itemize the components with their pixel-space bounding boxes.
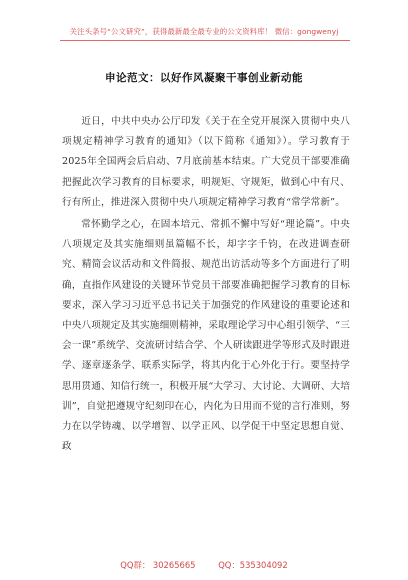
header-banner: 关注头条号“公文研究”，获得最新最全最专业的公文资料库！ 微信：gongwenyj (69, 27, 339, 36)
header-divider (60, 40, 350, 41)
footer-qq: QQ：535304092 (218, 560, 288, 570)
footer-contact (0, 559, 408, 571)
footer-qq-group: QQ群： 30265665 (120, 560, 196, 570)
document-title: 申论范文：以好作风凝聚干事创业新动能 (105, 72, 303, 84)
paragraph: 常怀勤学之心，在固本培元、常抓不懈中写好“理论篇”。中央八项规定及其实施细则虽篇幅不长，却字字千钧，在改进调查研究、精简会议活动和文件简报、规范出访活动等多个方面进行了明确，直指作风建设的关键环节党员干部要准确把握学习教育的目标要求，深入学习习近平总书记关于加强党的作风建设的重要论述和中央八项规定及其实施细则精神，采取理论学习中心组引领学、“三会一课”系统学、交流研讨结合学、个人研读跟进学等形式及时跟进学、逐章逐条学、联系实际学，将其内化于心外化于行。要坚持学思用贯通、知信行统一，积极开展“大学习、大讨论、大调研、大培训”，自觉把遵规守纪刻印在心，内化为日用而不觉的言行准则，努力在以学铸魂、以学增智、以学正风、以学促干中坚定思想自觉、政 (62, 219, 350, 453)
paragraph: 近日，中共中央办公厅印发《关于在全党开展深入贯彻中央八项规定精神学习教育的通知》（以下简称《通知》）。学习教育于2025年全国两会后启动、7月底前基本结束。广大党员干部要准确把握此次学习教育的目标要求，明规矩、守规矩，做到心中有尺、行有所止，推进深入贯彻中央八项规定精神学习教育“常学常新”。 (62, 116, 350, 208)
document-body (62, 112, 350, 459)
